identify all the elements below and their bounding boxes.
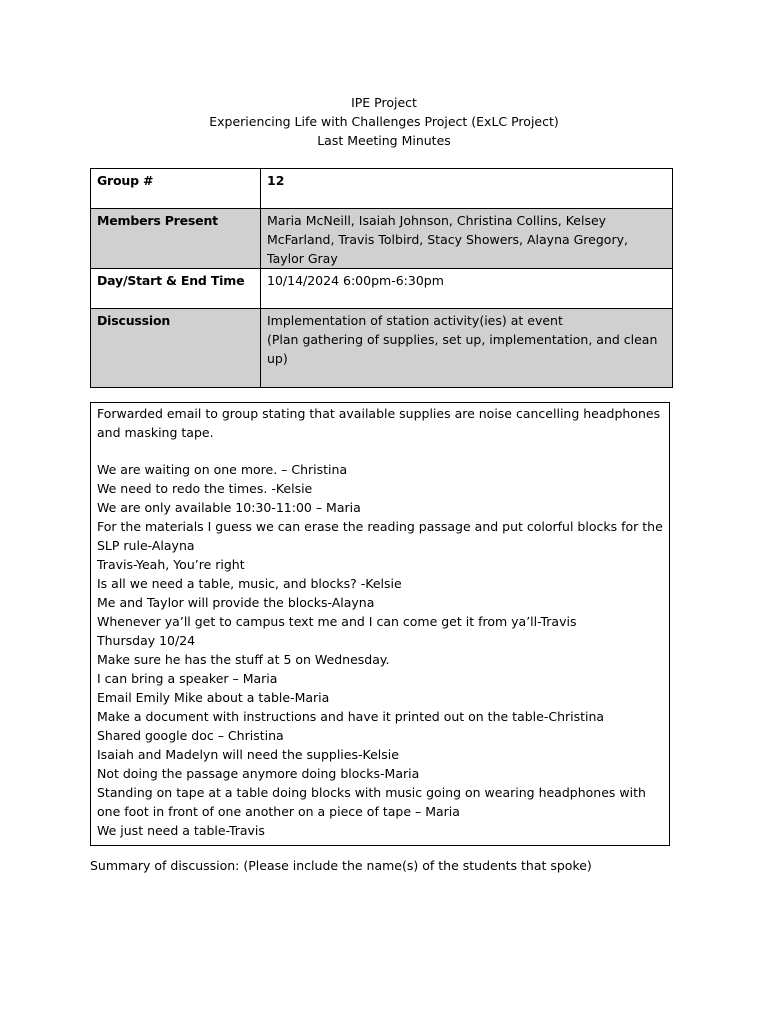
members-label: Members Present	[91, 209, 261, 269]
discussion-topic: Implementation of station activity(ies) at event	[267, 313, 563, 328]
note-line: For the materials I guess we can erase the reading passage and put colorful blocks for the SLP rule-Alayna	[97, 519, 663, 553]
note-line: We are only available 10:30-11:00 – Maria	[97, 500, 361, 515]
note-line: We just need a table-Travis	[97, 823, 265, 838]
note-line: Make sure he has the stuff at 5 on Wednesday.	[97, 652, 390, 667]
meeting-info-table	[90, 168, 673, 388]
time-value: 10/14/2024 6:00pm-6:30pm	[261, 269, 673, 309]
document-header	[0, 93, 768, 150]
members-row	[91, 209, 673, 269]
note-line: Is all we need a table, music, and blocks? -Kelsie	[97, 576, 402, 591]
notes-spacer	[97, 442, 663, 460]
group-value: 12	[261, 169, 673, 209]
members-value: Maria McNeill, Isaiah Johnson, Christina Collins, Kelsey McFarland, Travis Tolbird, Stacy Showers, Alayna Gregory, Taylor Gray	[261, 209, 673, 269]
project-subtitle: Experiencing Life with Challenges Project (ExLC Project)	[209, 114, 559, 129]
note-line: We are waiting on one more. – Christina	[97, 462, 348, 477]
discussion-value	[261, 309, 673, 388]
discussion-row	[91, 309, 673, 388]
discussion-label: Discussion	[91, 309, 261, 388]
meeting-notes-box	[90, 402, 670, 846]
note-line: I can bring a speaker – Maria	[97, 671, 278, 686]
note-line: Standing on tape at a table doing blocks with music going on wearing headphones with one foot in front of one another on a piece of tape – Maria	[97, 785, 646, 819]
note-line: Travis-Yeah, You’re right	[97, 557, 245, 572]
note-line: Me and Taylor will provide the blocks-Alayna	[97, 595, 375, 610]
note-line: Shared google doc – Christina	[97, 728, 284, 743]
note-line: Make a document with instructions and have it printed out on the table-Christina	[97, 709, 605, 724]
discussion-plan: (Plan gathering of supplies, set up, implementation, and clean up)	[267, 332, 658, 366]
document-title: Last Meeting Minutes	[317, 133, 451, 148]
group-row	[91, 169, 673, 209]
note-line: Not doing the passage anymore doing blocks-Maria	[97, 766, 420, 781]
group-label: Group #	[91, 169, 261, 209]
note-line: We need to redo the times. -Kelsie	[97, 481, 313, 496]
note-line: Whenever ya’ll get to campus text me and I can come get it from ya’ll-Travis	[97, 614, 577, 629]
time-label: Day/Start & End Time	[91, 269, 261, 309]
note-line: Email Emily Mike about a table-Maria	[97, 690, 330, 705]
note-line: Isaiah and Madelyn will need the supplies-Kelsie	[97, 747, 399, 762]
notes-intro: Forwarded email to group stating that available supplies are noise cancelling headphones and masking tape.	[97, 406, 661, 440]
project-title: IPE Project	[351, 95, 417, 110]
summary-caption: Summary of discussion: (Please include the name(s) of the students that spoke)	[90, 858, 592, 873]
note-line: Thursday 10/24	[97, 633, 196, 648]
time-row	[91, 269, 673, 309]
